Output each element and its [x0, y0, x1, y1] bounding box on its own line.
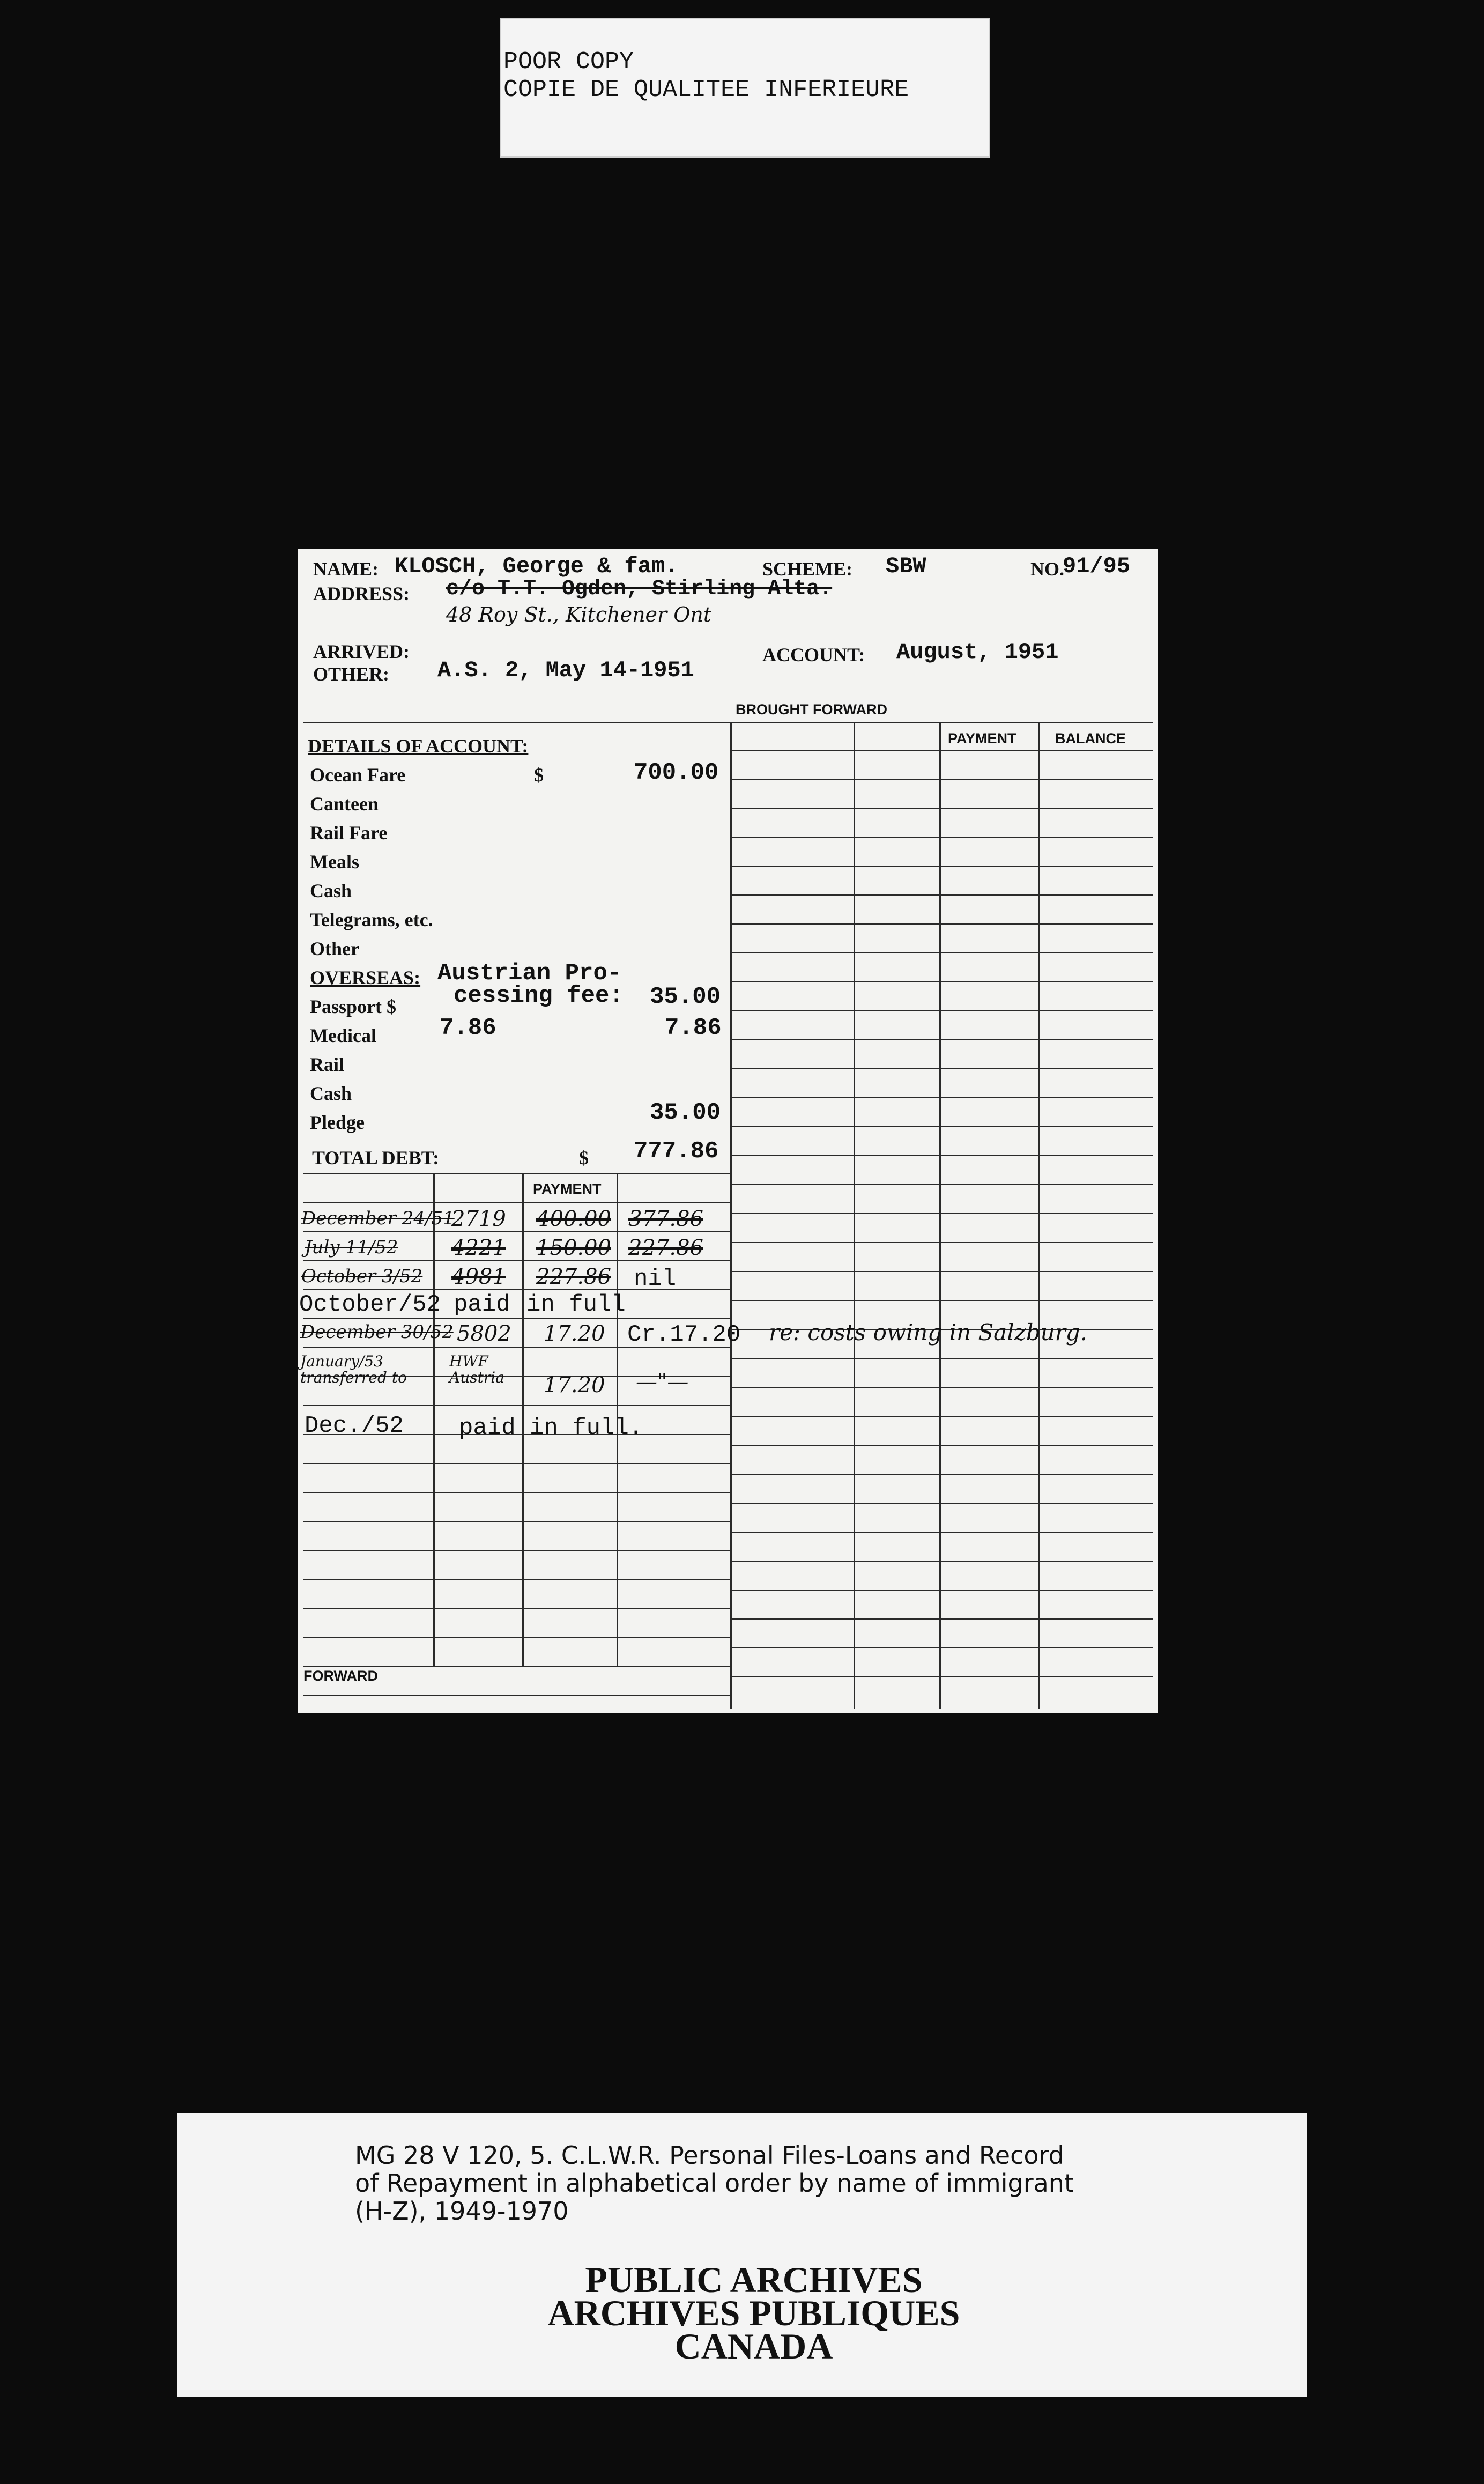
ledger-rule — [730, 1445, 1153, 1446]
item-other: Other — [310, 938, 359, 959]
payment-3-balance: nil — [634, 1266, 677, 1292]
payment-rule — [303, 1405, 730, 1406]
payment-6-amount: 17.20 — [544, 1373, 605, 1398]
stamp-line-2: COPIE DE QUALITEE INFERIEURE — [503, 76, 909, 104]
total-debt-amount: 777.86 — [634, 1138, 719, 1165]
scheme-label: SCHEME: — [762, 558, 853, 580]
ledger-rule — [730, 1126, 1153, 1127]
payment-5-date: December 30/52 — [300, 1321, 454, 1343]
passport-label: Passport $ — [310, 996, 396, 1017]
payment-5-amount: 17.20 — [544, 1321, 605, 1346]
ledger-rule — [730, 1532, 1153, 1533]
ledger-rule — [730, 952, 1153, 953]
archive-title-country: CANADA — [674, 2326, 833, 2367]
details-heading: DETAILS OF ACCOUNT: — [308, 735, 529, 757]
payment-6-balance: —"— — [636, 1370, 689, 1394]
payment-rule — [303, 1173, 730, 1174]
address-handwritten: 48 Roy St., Kitchener Ont — [446, 603, 712, 626]
payment-2-date: July 11/52 — [305, 1237, 398, 1258]
ledger-rule — [730, 923, 1153, 925]
ledger-rule — [730, 1647, 1153, 1648]
account-label: ACCOUNT: — [762, 644, 865, 666]
payment-3-ref: 4981 — [451, 1265, 506, 1289]
ledger-rule — [730, 981, 1153, 982]
ledger-rule — [730, 750, 1153, 751]
payment-rule — [303, 1579, 730, 1580]
scheme-value: SBW — [886, 553, 926, 579]
payment-7-date: Dec./52 — [305, 1413, 404, 1439]
overseas-label: OVERSEAS: — [310, 967, 421, 988]
payment-1-amount: 400.00 — [536, 1207, 611, 1231]
item-cash: Cash — [310, 880, 352, 901]
ledger-rule — [730, 1184, 1153, 1185]
archive-title-english: PUBLIC ARCHIVES — [585, 2259, 923, 2300]
account-record-card — [298, 549, 1158, 1713]
payment-rule — [303, 1260, 730, 1261]
ledger-rule — [730, 1676, 1153, 1677]
payment-rule — [303, 1695, 730, 1696]
overseas-cash-label: Cash — [310, 1083, 352, 1104]
payment-6-ref: HWF Austria — [449, 1352, 504, 1386]
archive-title-french: ARCHIVES PUBLIQUES — [547, 2293, 960, 2333]
ledger-rule — [730, 1503, 1153, 1504]
ledger-rule — [730, 1590, 1153, 1591]
other-label: OTHER: — [313, 663, 390, 685]
ledger-rule — [730, 894, 1153, 896]
pledge-amount: 35.00 — [650, 1099, 721, 1126]
payment-3-date: October 3/52 — [301, 1266, 423, 1287]
item-canteen: Canteen — [310, 793, 379, 815]
ledger-rule — [730, 1416, 1153, 1417]
ledger-rule — [730, 1300, 1153, 1301]
ledger-rule — [730, 1474, 1153, 1475]
ledger-rule — [730, 1387, 1153, 1388]
payment-rule — [303, 1492, 730, 1493]
total-debt-label: TOTAL DEBT: — [312, 1147, 440, 1169]
total-debt-dollar: $ — [579, 1147, 589, 1169]
payment-4-amount: in full — [526, 1291, 626, 1318]
ocean-fare-amount: 700.00 — [634, 759, 719, 786]
balance-column-header: BALANCE — [1055, 730, 1126, 746]
payment-rule — [303, 1231, 730, 1232]
item-ocean-fare: Ocean Fare — [310, 764, 406, 786]
account-value: August, 1951 — [896, 639, 1059, 665]
forward-label: FORWARD — [303, 1668, 378, 1684]
ledger-rule — [730, 1271, 1153, 1272]
overseas-note-2: cessing fee: — [454, 982, 624, 1009]
payment-1-ref: 2719 — [451, 1207, 506, 1231]
name-label: NAME: — [313, 558, 379, 580]
payment-7-ref: paid in full. — [459, 1415, 643, 1441]
archive-reference-line-1: MG 28 V 120, 5. C.L.W.R. Personal Files-Loans and Record — [355, 2141, 1064, 2170]
payment-rule — [303, 1608, 730, 1609]
medical-amount: 7.86 — [665, 1015, 722, 1041]
number-label: NO. — [1030, 558, 1064, 580]
payment-2-amount: 150.00 — [536, 1236, 611, 1260]
poor-copy-stamp — [500, 18, 990, 158]
payment-rule — [303, 1521, 730, 1522]
dollar-sign: $ — [534, 764, 544, 786]
payment-6-date: January/53 transferred to — [300, 1352, 407, 1386]
ledger-rule — [730, 1039, 1153, 1040]
pledge-label: Pledge — [310, 1112, 365, 1133]
ledger-rule — [730, 1097, 1153, 1098]
item-meals: Meals — [310, 851, 359, 873]
payment-5-balance: Cr.17.20 — [627, 1321, 741, 1348]
address-label: ADDRESS: — [313, 583, 410, 604]
payment-rule — [303, 1550, 730, 1551]
payment-column-header: PAYMENT — [948, 730, 1016, 746]
payment-1-balance: 377.86 — [628, 1207, 703, 1231]
ledger-rule — [730, 1213, 1153, 1214]
other-value: A.S. 2, May 14-1951 — [437, 657, 694, 683]
ledger-rule — [730, 1561, 1153, 1562]
ledger-rule — [730, 779, 1153, 780]
payment-4-ref: paid — [454, 1291, 510, 1318]
item-rail-fare: Rail Fare — [310, 822, 388, 844]
medical-note: 7.86 — [440, 1015, 496, 1041]
ledger-rule — [730, 1068, 1153, 1069]
ledger-rule — [730, 808, 1153, 809]
overseas-note-1: Austrian Pro- — [437, 960, 622, 987]
details-amount-divider — [617, 1173, 618, 1176]
payments-payment-header: PAYMENT — [533, 1181, 602, 1197]
ledger-rule — [730, 837, 1153, 838]
stamp-line-1: POOR COPY — [503, 48, 634, 76]
payment-2-balance: 227.86 — [628, 1236, 703, 1260]
ledger-rule — [730, 1618, 1153, 1620]
payment-2-ref: 4221 — [451, 1236, 506, 1260]
payment-1-date: December 24/51 — [301, 1208, 455, 1229]
arrived-label: ARRIVED: — [313, 641, 410, 662]
archive-reference-line-3: (H-Z), 1949-1970 — [355, 2197, 569, 2226]
number-value: 91/95 — [1063, 553, 1131, 579]
rail-label: Rail — [310, 1054, 345, 1075]
payment-rule — [303, 1463, 730, 1464]
archive-reference-line-2: of Repayment in alphabetical order by name of immigrant — [355, 2169, 1074, 2198]
payment-rule — [303, 1637, 730, 1638]
item-telegrams: Telegrams, etc. — [310, 909, 433, 930]
payment-3-amount: 227.86 — [536, 1265, 611, 1289]
payment-column-divider — [433, 1173, 435, 1667]
ledger-rule — [730, 866, 1153, 867]
payment-rule — [303, 1318, 730, 1319]
ledger-rule — [730, 1010, 1153, 1011]
payment-rule — [303, 1202, 730, 1203]
payment-5-ref: 5802 — [457, 1321, 511, 1346]
address-struck: c/o T.T. Ogden, Stirling Alta. — [446, 577, 833, 601]
brought-forward-header: BROUGHT FORWARD — [736, 701, 887, 718]
payment-4-date: October/52 — [299, 1291, 441, 1318]
ledger-rule — [730, 1155, 1153, 1156]
grid-top-rule — [303, 722, 1153, 723]
payment-5-note: re: costs owing in Salzburg. — [769, 1319, 1087, 1346]
medical-label: Medical — [310, 1025, 376, 1046]
payment-rule — [303, 1666, 730, 1667]
name-value: KLOSCH, George & fam. — [395, 553, 679, 579]
ledger-rule — [730, 1358, 1153, 1359]
passport-amount: 35.00 — [650, 984, 721, 1010]
ledger-rule — [730, 1242, 1153, 1243]
